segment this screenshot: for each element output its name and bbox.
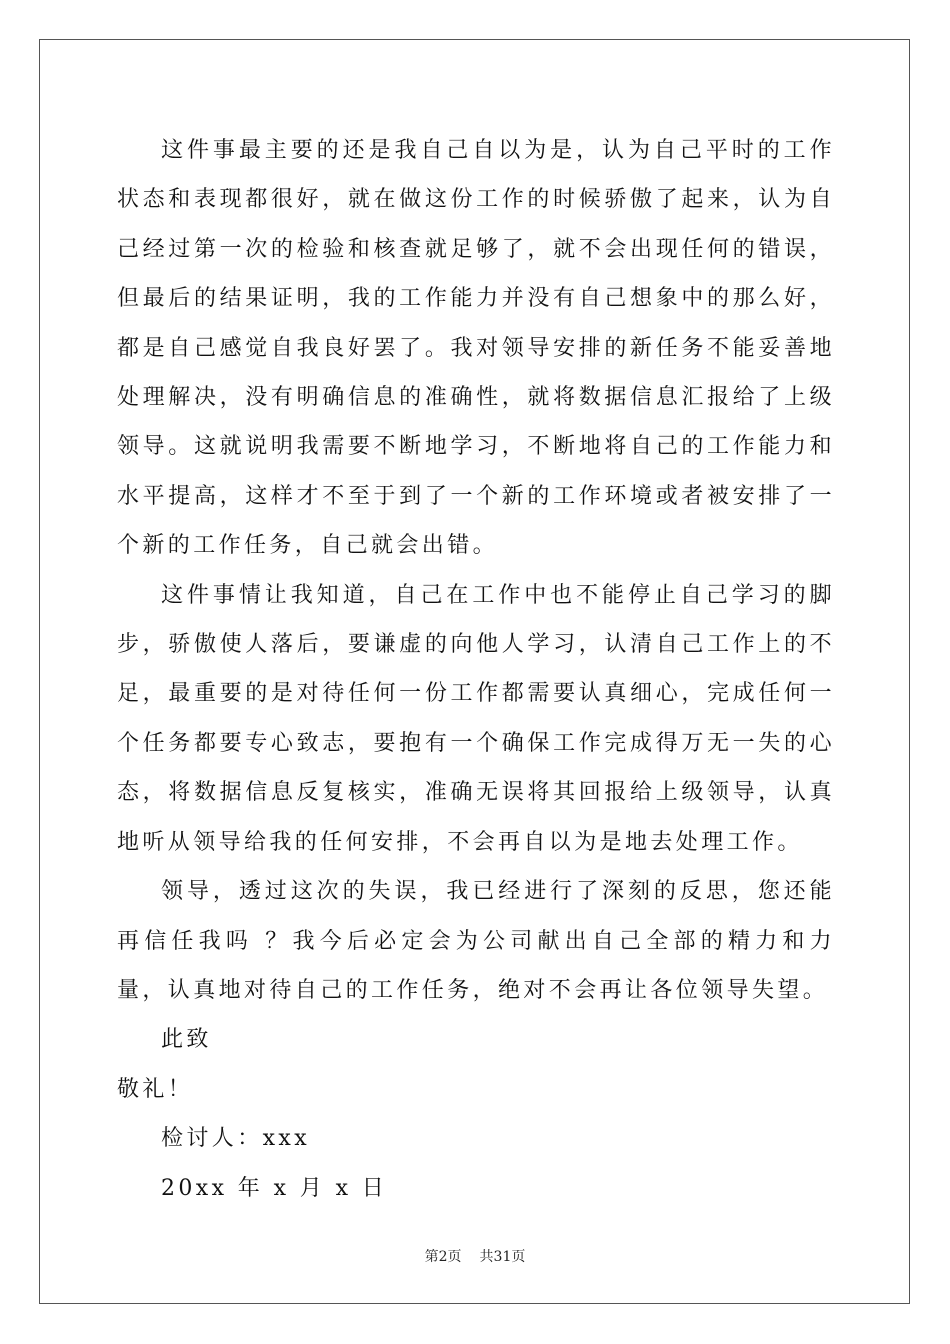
- paragraph-1: 这件事最主要的还是我自己自以为是，认为自己平时的工作状态和表现都很好，就在做这份工作的时候骄傲了起来，认为自己经过第一次的检验和核查就足够了，就不会出现任何的错误，但最后的结果证明，我的工作能力并没有自己想象中的那么好，都是自己感觉自我良好罢了。我对领导安排的新任务不能妥善地处理解决，没有明确信息的准确性，就将数据信息汇报给了上级领导。这就说明我需要不断地学习，不断地将自己的工作能力和水平提高，这样才不至于到了一个新的工作环境或者被安排了一个新的工作任务，自己就会出错。: [117, 138, 835, 559]
- closing-line: 此致: [161, 1027, 212, 1053]
- document-body: [117, 126, 835, 1213]
- paragraph-3: 领导，透过这次的失误，我已经进行了深刻的反思，您还能再信任我吗 ？我今后必定会为公司献出自己全部的精力和力量，认真地对待自己的工作任务，绝对不会再让各位领导失望。: [117, 879, 835, 1003]
- paragraph-2: 这件事情让我知道，自己在工作中也不能停止自己学习的脚步，骄傲使人落后，要谦虚的向他人学习，认清自己工作上的不足，最重要的是对待任何一份工作都需要认真细心，完成任何一个任务都要专心致志，要抱有一个确保工作完成得万无一失的心态，将数据信息反复核实，准确无误将其回报给上级领导，认真地听从领导给我的任何安排，不会再自以为是地去处理工作。: [117, 582, 835, 855]
- signature-line: 检讨人：xxx: [161, 1126, 311, 1152]
- page-number-total: 共31页: [479, 1249, 526, 1265]
- date-line: 20xx 年 x 月 x 日: [161, 1175, 388, 1201]
- page-number-current: 第2页: [424, 1249, 462, 1265]
- salutation-line: 敬礼！: [117, 1076, 194, 1102]
- page-footer: [0, 1246, 950, 1266]
